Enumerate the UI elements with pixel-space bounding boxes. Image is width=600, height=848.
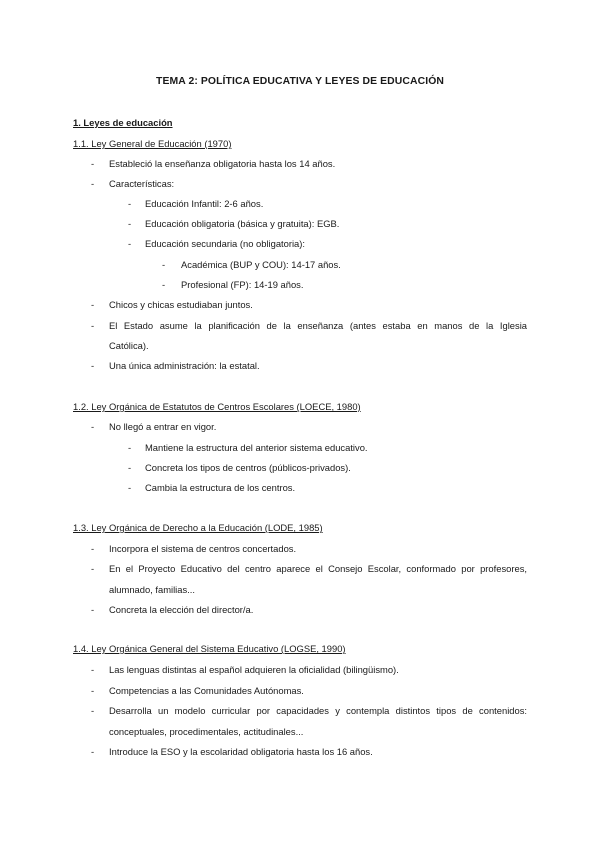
document-title: TEMA 2: POLÍTICA EDUCATIVA Y LEYES DE EDUCACIÓN — [156, 76, 444, 87]
law-heading-lode: 1.3. Ley Orgánica de Derecho a la Educación (LODE, 1985) — [73, 522, 323, 533]
law-heading-logse: 1.4. Ley Orgánica General del Sistema Educativo (LOGSE, 1990) — [73, 643, 346, 654]
section-heading-leyes: 1. Leyes de educación — [73, 117, 173, 128]
law-heading-loece: 1.2. Ley Orgánica de Estatutos de Centros Escolares (LOECE, 1980) — [73, 401, 361, 412]
document-page: TEMA 2: POLÍTICA EDUCATIVA Y LEYES DE EDUCACIÓN 1. Leyes de educación 1.1. Ley General de Educación (1970) - Estableció la enseñanza obligatoria hasta los 14 años. - Características: - Educación Infantil: 2-6 años. - Educación obligatoria (básica y gratuita): EGB. - Educación secundaria (no obligatoria): - Académica (BUP y COU): 14-17 años. - Profesional (FP): 14-19 años. - Chicos y chicas estudiaban juntos. - El Estado asume la planificación de la enseñanza (antes estaba en manos de la Iglesia Católica). - Una única administración: la estatal. 1.2. Ley Orgánica de Estatutos de Centros Escolares (LOECE, 1980) - No llegó a entrar en vigor. - Mantiene la estructura del anterior sistema educativo. - Concreta los tipos de centros (públicos-privados). - Cambia la estructura de los centros. 1.3. Ley Orgánica de Derecho a la Educación (LODE, 1985) - Incorpora el sistema de centros concertados. - En el Proyecto Educativo del centro aparece el Consejo Escolar, conformado por profesores, alumnado, familias... - Concreta la elección del director/a. 1.4. Ley Orgánica General del Sistema Educativo (LOGSE, 1990) - Las lenguas distintas al español adquieren la oficialidad (bilingüismo). - Competencias a las Comunidades Autónomas. - Desarrolla un modelo curricular por capacidades y contempla distintos tipos de contenidos: conceptuales, procedimentales, actitudinales... - Introduce la ESO y la escolaridad obligatoria hasta los 16 años. — [0, 0, 600, 848]
law-heading-1970: 1.1. Ley General de Educación (1970) — [73, 138, 232, 149]
